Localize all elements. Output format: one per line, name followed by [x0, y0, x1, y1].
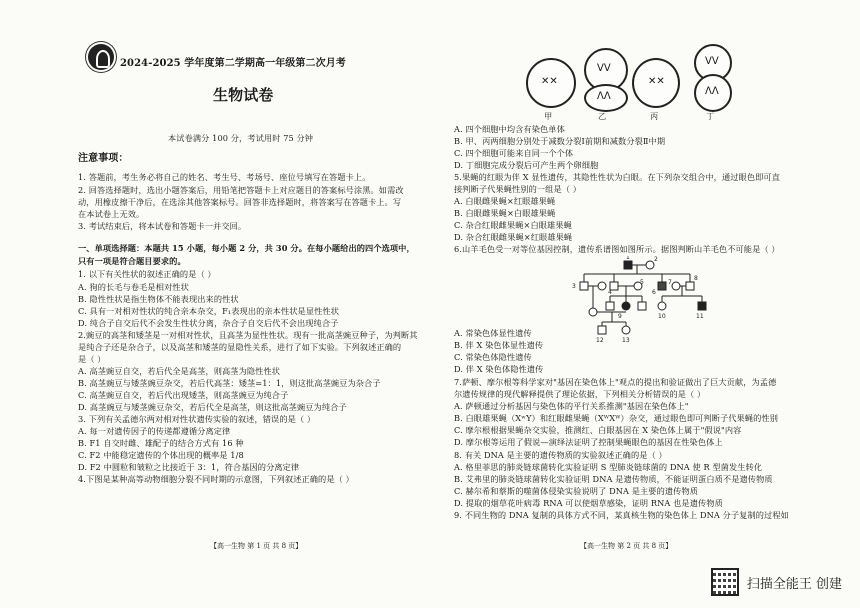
cell-ding-top: ᐯᐯ [694, 44, 732, 82]
svg-text:10: 10 [658, 313, 666, 320]
exam-header: 2024-2025 学年度第二学期高一年级第二次月考 [120, 58, 346, 69]
option-line: A. 白眼雌果蝇×红眼雄果蝇 [454, 196, 556, 206]
option-line: A. 四个细胞中均含有染色单体 [454, 124, 565, 134]
option-line: A. 常染色体显性遗传 [454, 328, 532, 338]
question-line: 尔遗传规律的现代解释提供了理论依据，下列相关分析错误的是（ ） [454, 389, 706, 399]
svg-text:2: 2 [654, 256, 658, 263]
question-line: 2.豌豆的高茎和矮茎是一对相对性状，且高茎为显性性状。现有一批高茎豌豆种子，为判断其 [78, 330, 418, 340]
watermark-text: 扫描全能王 创建 [746, 576, 842, 592]
notice-heading: 注意事项： [78, 153, 129, 164]
option-line: D. 丁细胞完成分裂后可产生两个卵细胞 [454, 160, 599, 170]
cell-jia: ✕✕ [526, 58, 576, 108]
question-line: 8. 有关 DNA 是主要的遗传物质的实验叙述正确的是（ ） [454, 450, 667, 460]
question-line: A. 高茎豌豆自交，若后代全是高茎，则高茎为隐性性状 [78, 366, 281, 376]
question-line: A. 每一对遗传因子的传递都遵循分离定律 [78, 426, 231, 436]
pedigree-male-affected [624, 261, 632, 269]
option-line: B. 艾弗里的肺炎链球菌转化实验证明 DNA 是遗传物质，不能证明蛋白质不是遗传物质 [454, 474, 773, 484]
qr-code-icon [711, 568, 739, 596]
svg-text:7: 7 [668, 279, 672, 286]
question-line: 是（ ） [78, 354, 106, 364]
option-line: B. 白眼雄果蝇（XʷY）和红眼雌果蝇（XᵂXᵂ）杂交，通过眼色即可判断子代果蝇的性别 [454, 413, 778, 423]
question-line: B. 隐性性状是指生物体不能表现出来的性状 [78, 294, 239, 304]
figure-label: 丙 [650, 111, 659, 121]
question-line: C. 高茎豌豆自交，若后代出现矮茎，则高茎豌豆为纯合子 [78, 390, 289, 400]
cell-ding-bottom: ᐱᐱ [694, 74, 732, 112]
svg-text:1: 1 [626, 256, 630, 261]
svg-text:4: 4 [608, 289, 612, 296]
question-line: 6.山羊毛色受一对等位基因控制，遗传系谱图如图所示。据图判断山羊毛色不可能是（ ） [454, 244, 780, 254]
pedigree-chart [572, 256, 712, 344]
question-line: 3. 下列有关孟德尔两对相对性状遗传实验的叙述，错误的是（ ） [78, 414, 316, 424]
note-line: 在本试卷上无效。 [78, 209, 145, 219]
exam-title: 生物试卷 [213, 86, 274, 104]
svg-text:9: 9 [618, 313, 622, 320]
svg-text:8: 8 [694, 275, 698, 282]
page-footer: 【高一生物 第 2 页 共 8 页】 [580, 542, 673, 550]
exam-info: 本试卷满分 100 分，考试用时 75 分钟 [168, 133, 314, 143]
school-logo-icon [88, 44, 114, 70]
option-line: C. 赫尔希和蔡斯的噬菌体侵染实验说明了 DNA 是主要的遗传物质 [454, 486, 699, 496]
left-page [0, 0, 430, 560]
question-line: D. 纯合子自交后代不会发生性状分离，杂合子自交后代不会出现纯合子 [78, 318, 339, 328]
option-line: D. 提取的烟草花叶病毒 RNA 可以使烟草感染，证明 RNA 也是遗传物质 [454, 498, 723, 508]
svg-text:6: 6 [652, 289, 656, 296]
svg-text:5: 5 [640, 279, 644, 286]
question-line: B. 高茎豌豆与矮茎豌豆杂交，若后代高茎：矮茎=1：1，则这批高茎豌豆为杂合子 [78, 378, 381, 388]
section-heading-cont: 只有一项是符合题目要求的。 [78, 256, 186, 266]
svg-text:12: 12 [596, 337, 604, 344]
option-line: B. 甲、丙两细胞分别处于减数分裂Ⅰ前期和减数分裂Ⅱ中期 [454, 136, 666, 146]
question-line: B. F1 自交时雌、雄配子的结合方式有 16 种 [78, 438, 244, 448]
option-line: C. 四个细胞可能来自同一个个体 [454, 148, 574, 158]
question-line: A. 狗的长毛与卷毛是相对性状 [78, 282, 189, 292]
svg-text:13: 13 [622, 337, 630, 344]
option-line: A. 萨顿通过分析基因与染色体的平行关系推测"基因在染色体上" [454, 401, 689, 411]
cell-yi-top: ᐯᐯ [584, 48, 628, 92]
right-page [432, 0, 860, 560]
page-footer: 【高一生物 第 1 页 共 8 页】 [210, 542, 303, 550]
question-line: D. 高茎豌豆与矮茎豌豆杂交，若后代全是高茎，则这批高茎豌豆为纯合子 [78, 402, 347, 412]
question-line: 是纯合子还是杂合子，以及高茎和矮茎的显隐性关系，进行了如下实验。下列叙述正确的 [78, 342, 402, 352]
figure-label: 丁 [706, 111, 715, 121]
cell-bing: ✕✕ [632, 58, 680, 108]
scanner-watermark [711, 568, 842, 596]
question-line: 7.萨顿、摩尔根等科学家对"基因在染色体上"观点的提出和验证做出了巨大贡献，为孟德 [454, 377, 777, 387]
question-line: 4.下图是某种高等动物细胞分裂不同时期的示意图，下列叙述正确的是（ ） [78, 474, 354, 484]
option-line: D. 摩尔根等运用了假说—演绎法证明了控制果蝇眼色的基因在性染色体上 [454, 437, 723, 447]
question-line: 5.果蝇的红眼为伴 X 显性遗传，其隐性性状为白眼。在下列杂交组合中，通过眼色即可直 [454, 172, 780, 182]
option-line: C. 摩尔根根据果蝇杂交实验，推测红、白眼基因在 X 染色体上属于"假说"内容 [454, 425, 742, 435]
question-line: 9. 不同生物的 DNA 复制的具体方式不同，某真核生物的染色体上 DNA 分子复制的过程如 [454, 510, 789, 520]
note-line: 3. 考试结束后，将本试卷和答题卡一并交回。 [78, 221, 247, 231]
option-line: C. 常染色体隐性遗传 [454, 352, 532, 362]
option-line: A. 格里菲思的肺炎链球菌转化实验证明 S 型肺炎链球菌的 DNA 使 R 型菌发生转化 [454, 462, 763, 472]
question-line: D. F2 中圆粒和皱粒之比接近于 3：1，符合基因的分离定律 [78, 462, 300, 472]
figure-label: 甲 [544, 111, 553, 121]
note-line: 1. 答题前，考生务必将自己的姓名、考生号、考场号、座位号填写在答题卡上。 [78, 172, 371, 182]
question-line: C. F2 中能稳定遗传的个体出现的概率是 1/8 [78, 450, 244, 460]
option-line: D. 杂合红眼雌果蝇×红眼雄果蝇 [454, 232, 573, 242]
option-line: C. 杂合红眼雌果蝇×白眼雄果蝇 [454, 220, 572, 230]
option-line: B. 白眼雌果蝇×白眼雄果蝇 [454, 208, 556, 218]
figure-label: 乙 [598, 111, 607, 121]
svg-text:11: 11 [696, 313, 704, 320]
option-line: D. 伴 X 染色体隐性遗传 [454, 364, 544, 374]
note-line: 2. 回答选择题时，选出小题答案后，用铅笔把答题卡上对应题目的答案标号涂黑。如需改 [78, 185, 404, 195]
note-line: 动，用橡皮擦干净后，在选涂其他答案标号。回答非选择题时，将答案写在答题卡上。写 [78, 197, 402, 207]
svg-text:3: 3 [572, 283, 576, 290]
question-line: 接判断子代果蝇性别的一组是（ ） [454, 184, 582, 194]
option-line: B. 伴 X 染色体显性遗传 [454, 340, 544, 350]
section-heading: 一、单项选择题：本题共 15 小题，每小题 2 分，共 30 分。在每小题给出的四个选项中， [78, 243, 415, 253]
question-line: 1. 以下有关性状的叙述正确的是（ ） [78, 269, 216, 279]
question-line: C. 具有一对相对性状的纯合亲本杂交，F₁表现出的亲本性状是显性性状 [78, 306, 339, 316]
cell-yi-bottom: ᐱᐱ [584, 84, 628, 112]
